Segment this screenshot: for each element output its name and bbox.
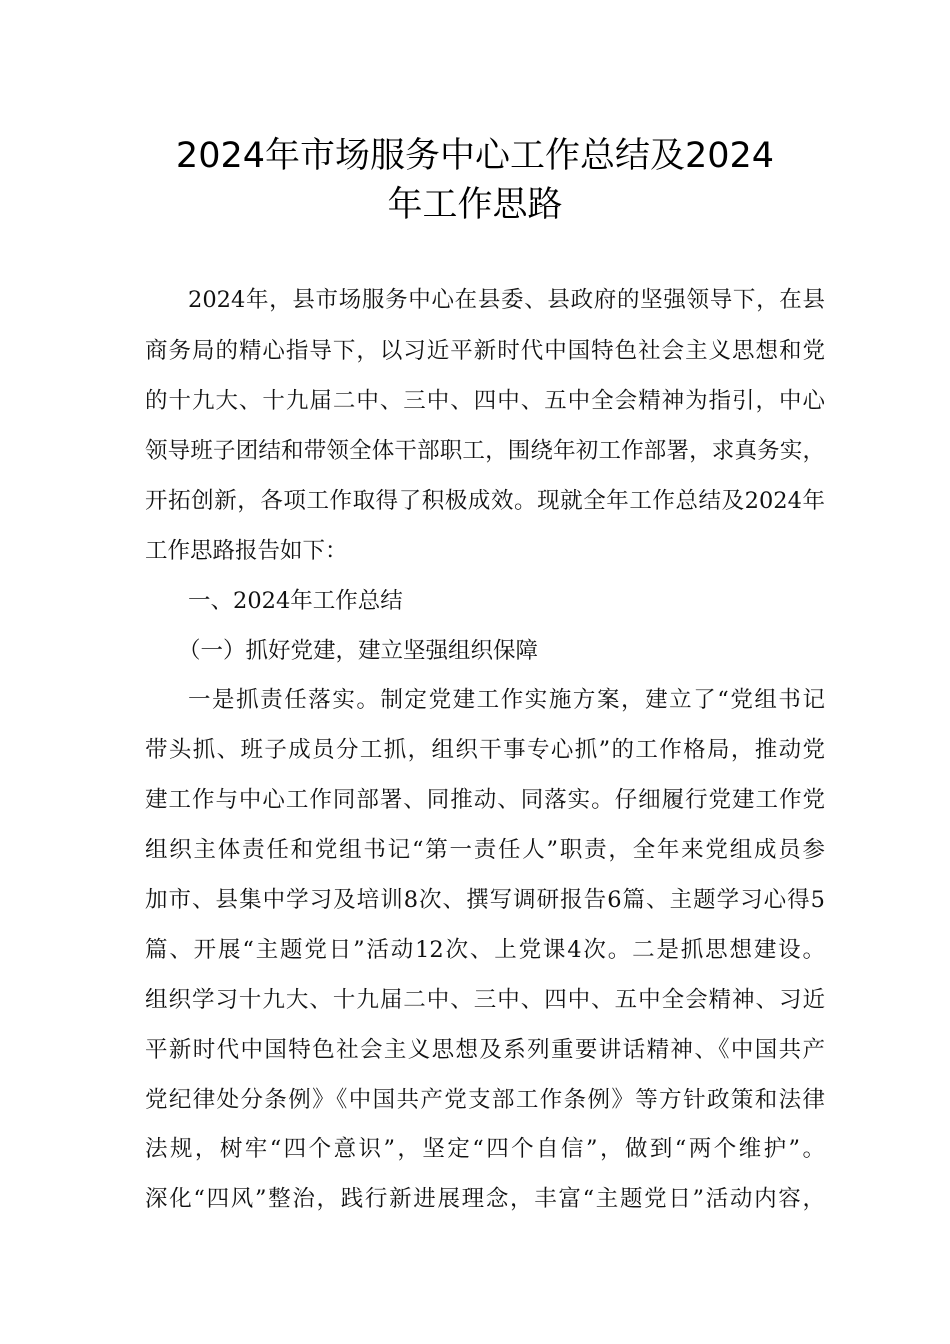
intro-paragraph-line: 领导班子团结和带领全体干部职工，围绕年初工作部署，求真务实， <box>145 438 825 464</box>
subsection-heading: （一）抓好党建，建立坚强组织保障 <box>178 638 539 664</box>
body-paragraph-line: 党纪律处分条例》《中国共产党支部工作条例》等方针政策和法律 <box>145 1087 825 1113</box>
intro-paragraph-line: 的十九大、十九届二中、三中、四中、五中全会精神为指引，中心 <box>145 388 825 414</box>
body-paragraph-line: 加市、县集中学习及培训8次、撰写调研报告6篇、主题学习心得5 <box>145 887 825 913</box>
body-paragraph-line: 组织学习十九大、十九届二中、三中、四中、五中全会精神、习近 <box>145 987 825 1013</box>
body-paragraph-line: 平新时代中国特色社会主义思想及系列重要讲话精神、《中国共产 <box>145 1037 825 1063</box>
intro-paragraph-line: 工作思路报告如下： <box>145 538 348 564</box>
document-title-line-1: 2024年市场服务中心工作总结及2024 <box>175 136 775 176</box>
intro-paragraph-line: 商务局的精心指导下，以习近平新时代中国特色社会主义思想和党 <box>145 338 825 364</box>
body-paragraph-line: 篇、开展“主题党日”活动12次、上党课4次。二是抓思想建设。 <box>145 937 825 963</box>
document-title-line-2: 年工作思路 <box>387 185 563 225</box>
body-paragraph-line: 法规，树牢“四个意识”，坚定“四个自信”，做到“两个维护”。 <box>145 1136 825 1162</box>
body-paragraph-line: 建工作与中心工作同部署、同推动、同落实。仔细履行党建工作党 <box>145 787 825 813</box>
body-paragraph-line: 一是抓责任落实。制定党建工作实施方案，建立了“党组书记 <box>188 687 825 713</box>
intro-paragraph-line: 2024年，县市场服务中心在县委、县政府的坚强领导下，在县 <box>188 287 825 313</box>
body-paragraph-line: 深化“四风”整治，践行新进展理念，丰富“主题党日”活动内容， <box>145 1186 825 1212</box>
section-heading: 一、2024年工作总结 <box>188 588 403 614</box>
body-paragraph-line: 组织主体责任和党组书记“第一责任人”职责，全年来党组成员参 <box>145 837 825 863</box>
body-paragraph-line: 带头抓、班子成员分工抓，组织干事专心抓”的工作格局，推动党 <box>145 737 825 763</box>
intro-paragraph-line: 开拓创新，各项工作取得了积极成效。现就全年工作总结及2024年 <box>145 488 825 514</box>
